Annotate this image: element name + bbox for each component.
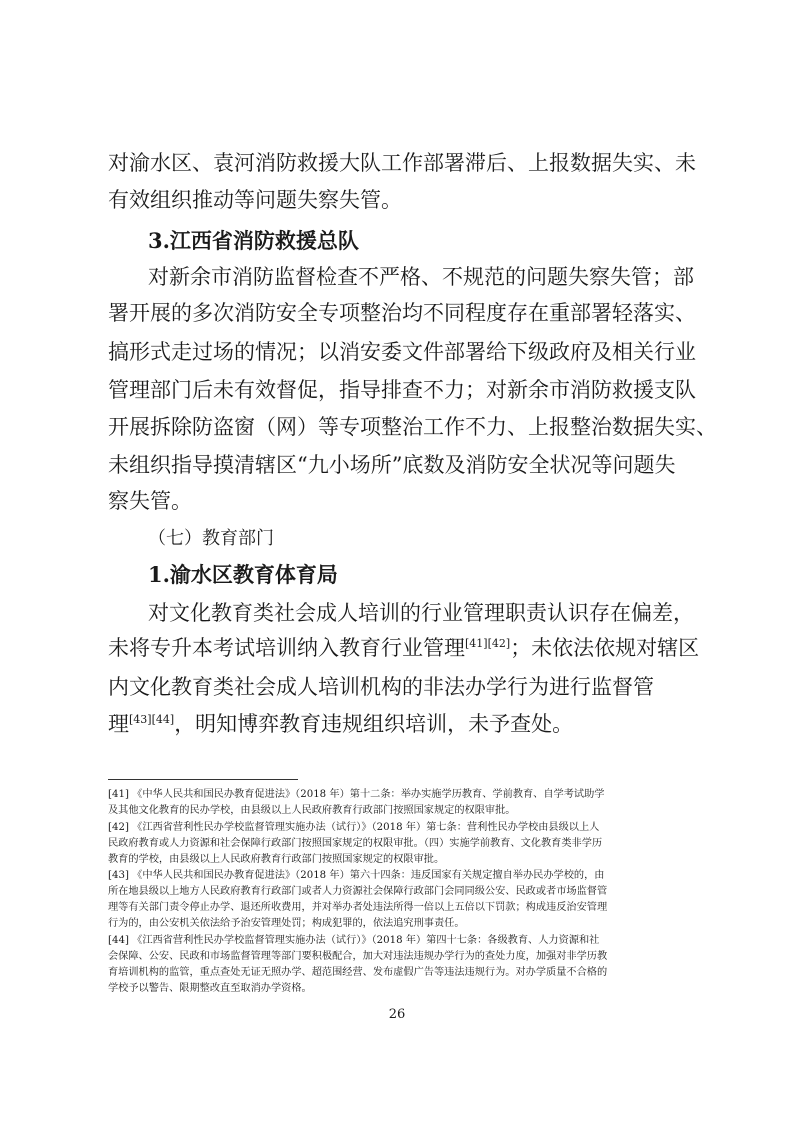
footnote-line: 所在地县级以上地方人民政府教育行政部门或者人力资源社会保障行政部门会同同级公安、民政或者市场监督管 — [108, 886, 608, 897]
footnote-line: 育培训机构的监管，重点查处无证无照办学、超范围经营、发布虚假广告等违法违规行为。对办学质量不合格的 — [108, 967, 608, 978]
footnote-line: 教育的学校，由县级以上人民政府教育行政部门按照国家规定的权限审批。 — [108, 854, 445, 865]
footnote-line: [42] 《江西省营利性民办学校监督管理实施办法（试行）》（2018 年）第七条：营利性民办学校由县级以上人 — [108, 822, 600, 833]
body-line: 未组织指导摸清辖区“九小场所”底数及消防安全状况等问题失 — [108, 453, 676, 477]
body-line: 察失管。 — [108, 489, 192, 513]
footnote-divider — [108, 779, 298, 780]
footnote-line: [44] 《江西省营利性民办学校监督管理实施办法（试行）》（2018 年）第四十七条：各级教育、人力资源和社 — [108, 935, 600, 946]
footnote-line: 理等有关部门责令停止办学、退还所收费用，并对举办者处违法所得一倍以上五倍以下罚款；构成违反治安管理 — [108, 902, 608, 913]
subsection-heading: 1.渝水区教育体育局 — [148, 562, 338, 587]
footnote-line: [43] 《中华人民共和国民办教育促进法》（2018 年）第六十四条：违反国家有关规定擅自举办民办学校的，由 — [108, 870, 605, 881]
footnote-line: 学校予以警告、限期整改直至取消办学资格。 — [108, 983, 312, 994]
body-line: 搞形式走过场的情况；以消安委文件部署给下级政府及相关行业 — [108, 340, 696, 364]
footnote-line: 行为的，由公安机关依法给予治安管理处罚；构成犯罪的，依法追究刑事责任。 — [108, 918, 465, 929]
footnote-line: [41] 《中华人民共和国民办教育促进法》（2018 年）第十二条：举办实施学历教育、学前教育、自学考试助学 — [108, 789, 605, 800]
page-number: 26 — [388, 1007, 406, 1022]
body-text: ，明知博弈教育违规组织培训，未予查处。 — [174, 712, 574, 736]
footnote-line: 会保障、公安、民政和市场监督管理等部门要积极配合，加大对违法违规办学行为的查处力度，加强对非学历教 — [108, 951, 608, 962]
footnote-ref: [41] — [465, 637, 488, 650]
footnote-line: 民政府教育或人力资源和社会保障行政部门按照国家规定的权限审批。（四）实施学前教育、文化教育类非学历 — [108, 838, 603, 849]
body-text: ；未依法依规对辖区 — [510, 636, 700, 660]
footnote-ref: [44] — [151, 713, 175, 726]
body-line-with-refs — [108, 711, 573, 737]
body-line: 开展拆除防盗窗（网）等专项整治工作不力、上报整治数据失实、 — [108, 415, 717, 439]
section-heading: 3.江西省消防救援总队 — [148, 228, 359, 253]
footnote-ref: [43] — [129, 713, 152, 726]
body-text: 理 — [108, 712, 129, 736]
body-line: 对渝水区、袁河消防救援大队工作部署滞后、上报数据失实、未 — [108, 151, 696, 175]
body-line: 署开展的多次消防安全专项整治均不同程度存在重部署轻落实、 — [108, 301, 696, 325]
body-line: 内文化教育类社会成人培训机构的非法办学行为进行监督管 — [108, 675, 654, 699]
body-text: 未将专升本考试培训纳入教育行业管理 — [108, 636, 465, 660]
section-heading: （七）教育部门 — [148, 528, 274, 549]
body-line: 管理部门后未有效督促，指导排查不力；对新余市消防救援支队 — [108, 378, 696, 402]
footnote-ref: [42] — [487, 637, 511, 650]
body-line: 对新余市消防监督检查不严格、不规范的问题失察失管；部 — [148, 265, 694, 289]
footnote-line: 及其他文化教育的民办学校，由县级以上人民政府教育行政部门按照国家规定的权限审批。 — [108, 805, 516, 816]
body-line-with-refs — [108, 635, 699, 661]
body-line: 对文化教育类社会成人培训的行业管理职责认识存在偏差， — [148, 601, 694, 625]
body-line: 有效组织推动等问题失察失管。 — [108, 188, 402, 212]
